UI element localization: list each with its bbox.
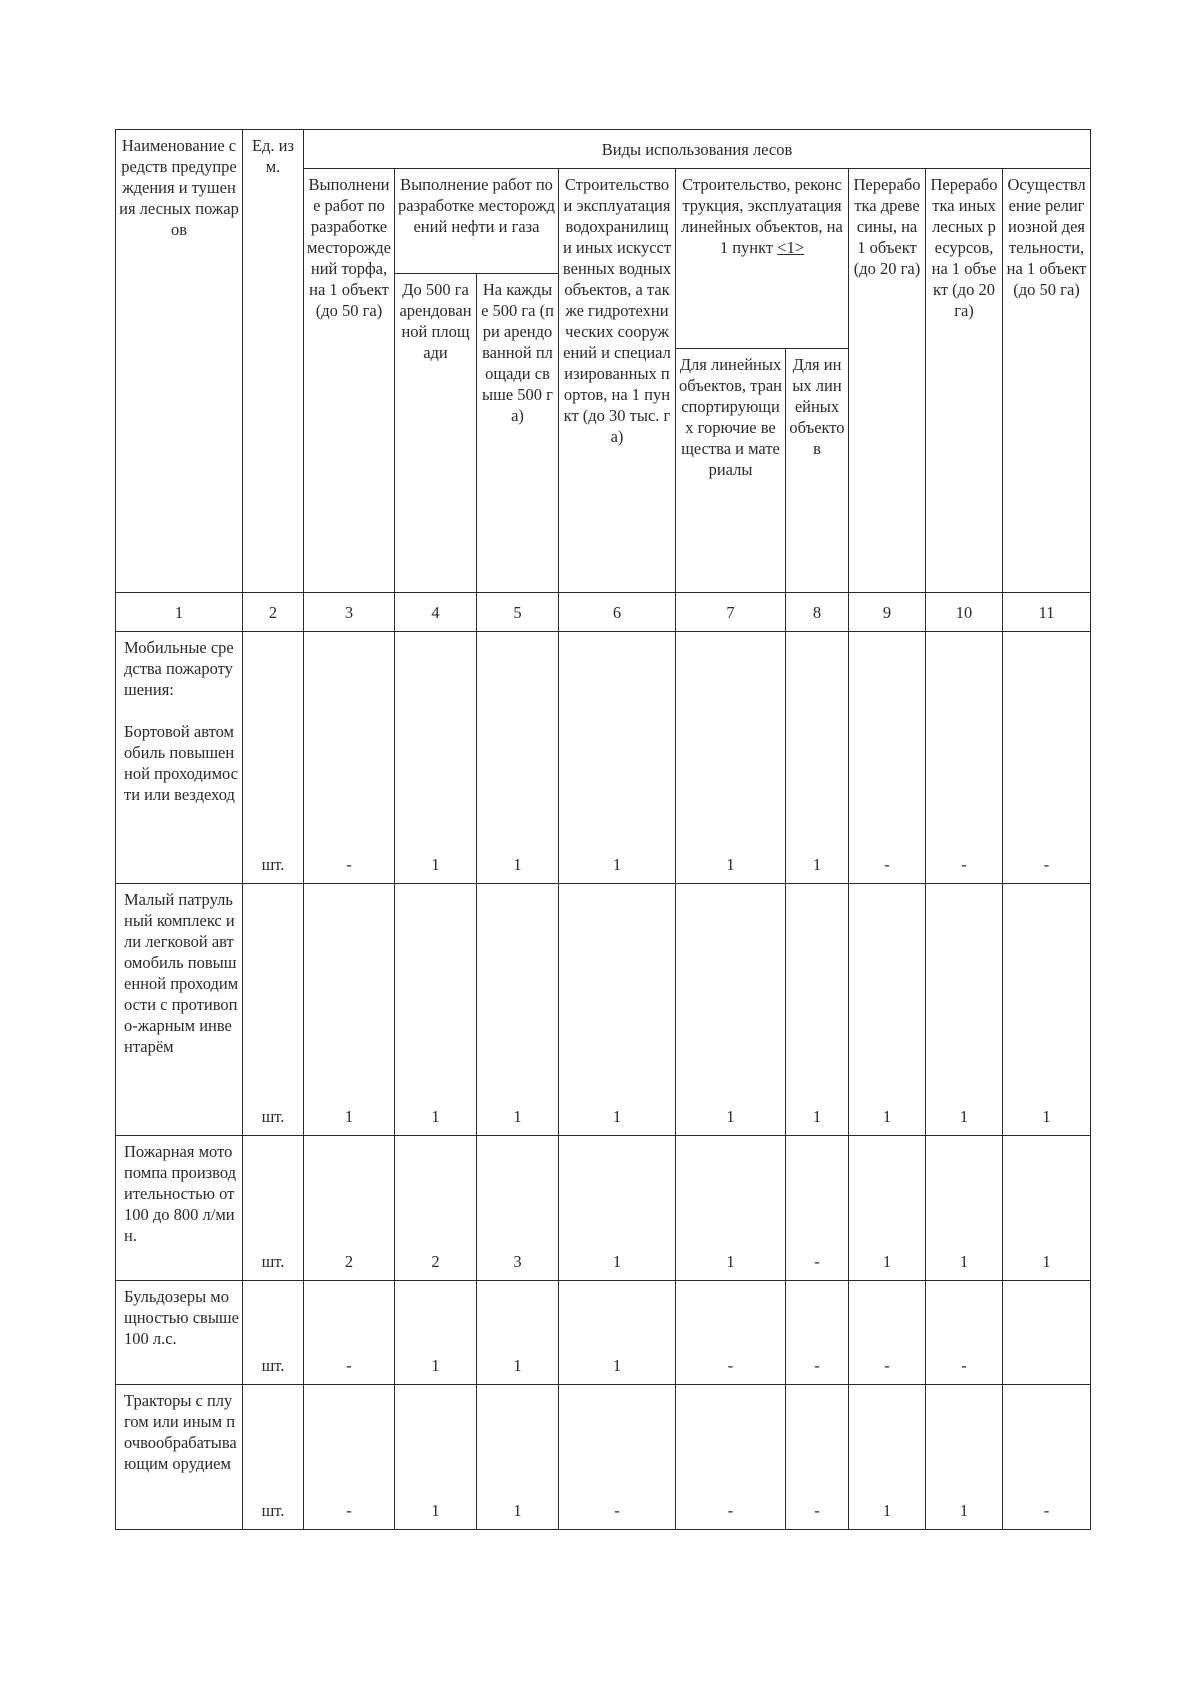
- footnote-link[interactable]: <1>: [777, 238, 805, 257]
- quantity-cell: 1: [926, 884, 1003, 1136]
- quantity-cell: 1: [559, 1136, 676, 1281]
- equipment-name: [116, 1385, 243, 1530]
- quantity-cell: 1: [395, 632, 477, 884]
- equipment-name-text: Малый патрульный комплекс или легковой автомобиль повышенной проходимости с противопо-жарным инвентарём: [124, 890, 239, 1056]
- column-number: 11: [1003, 593, 1091, 632]
- quantity-cell: 1: [477, 884, 559, 1136]
- quantity-cell: -: [304, 1281, 395, 1385]
- quantity-cell: 1: [676, 1136, 786, 1281]
- quantity-cell: 2: [304, 1136, 395, 1281]
- quantity-cell: [1003, 1281, 1091, 1385]
- header-linear-flammable: Для линейных объектов, транспортирующих горючие вещества и материалы: [676, 349, 786, 593]
- quantity-cell: 1: [786, 884, 849, 1136]
- table-row: [116, 1385, 1091, 1530]
- header-oil-gas: Выполнение работ по разработке месторождений нефти и газа: [395, 169, 559, 274]
- header-each-500ha: На каждые 500 га (при арендованной площади свыше 500 га): [477, 274, 559, 593]
- quantity-cell: -: [559, 1385, 676, 1530]
- equipment-name: [116, 1136, 243, 1281]
- quantity-cell: -: [849, 1281, 926, 1385]
- equipment-name-text: Бортовой автомобиль повышенной проходимости или вездеход: [124, 722, 239, 804]
- column-number: 8: [786, 593, 849, 632]
- quantity-cell: -: [849, 632, 926, 884]
- unit-cell: шт.: [243, 632, 304, 884]
- equipment-name-text: Бульдозеры мощностью свыше 100 л.с.: [124, 1287, 239, 1348]
- quantity-cell: 1: [926, 1136, 1003, 1281]
- equipment-name: [116, 1281, 243, 1385]
- column-number: 2: [243, 593, 304, 632]
- header-forest-use-types: Виды использования лесов: [304, 130, 1091, 169]
- quantity-cell: 1: [559, 884, 676, 1136]
- table-row: [116, 1281, 1091, 1385]
- quantity-cell: -: [304, 632, 395, 884]
- quantity-cell: -: [676, 1385, 786, 1530]
- spacer: [124, 700, 239, 721]
- quantity-cell: 1: [1003, 1136, 1091, 1281]
- quantity-cell: 1: [676, 884, 786, 1136]
- quantity-cell: 1: [676, 632, 786, 884]
- quantity-cell: -: [786, 1385, 849, 1530]
- equipment-name-text: Тракторы с плугом или иным почвообрабатывающим орудием: [124, 1391, 237, 1473]
- quantity-cell: -: [1003, 1385, 1091, 1530]
- quantity-cell: 1: [395, 884, 477, 1136]
- table-row: [116, 632, 1091, 884]
- quantity-cell: 1: [926, 1385, 1003, 1530]
- quantity-cell: -: [304, 1385, 395, 1530]
- header-up-to-500ha: До 500 га арендованной площади: [395, 274, 477, 593]
- unit-cell: шт.: [243, 1385, 304, 1530]
- unit-cell: шт.: [243, 1281, 304, 1385]
- equipment-name: [116, 632, 243, 884]
- quantity-cell: 1: [849, 1136, 926, 1281]
- header-other-resources: Переработка иных лесных ресурсов, на 1 объект (до 20 га): [926, 169, 1003, 593]
- header-religious-activity: Осуществление религиозной деятельности, на 1 объект (до 50 га): [1003, 169, 1091, 593]
- equipment-name-text: Пожарная мотопомпа производительностью от 100 до 800 л/мин.: [124, 1142, 237, 1245]
- linear-objects-text: Строительство, реконструкция, эксплуатация линейных объектов, на 1 пункт: [681, 175, 843, 257]
- table-row: [116, 884, 1091, 1136]
- column-number: 7: [676, 593, 786, 632]
- table-row: [116, 1136, 1091, 1281]
- column-number: 3: [304, 593, 395, 632]
- quantity-cell: 2: [395, 1136, 477, 1281]
- quantity-cell: 1: [786, 632, 849, 884]
- header-linear-objects: [676, 169, 849, 349]
- quantity-cell: 1: [559, 632, 676, 884]
- quantity-cell: 1: [477, 1385, 559, 1530]
- quantity-cell: 1: [477, 632, 559, 884]
- column-number: 4: [395, 593, 477, 632]
- quantity-cell: 1: [559, 1281, 676, 1385]
- quantity-cell: 1: [849, 1385, 926, 1530]
- column-number: 5: [477, 593, 559, 632]
- quantity-cell: 3: [477, 1136, 559, 1281]
- quantity-cell: -: [676, 1281, 786, 1385]
- quantity-cell: -: [1003, 632, 1091, 884]
- quantity-cell: 1: [395, 1385, 477, 1530]
- quantity-cell: 1: [1003, 884, 1091, 1136]
- header-wood-processing: Переработка древесины, на 1 объект (до 20 га): [849, 169, 926, 593]
- column-number: 6: [559, 593, 676, 632]
- unit-cell: шт.: [243, 884, 304, 1136]
- unit-cell: шт.: [243, 1136, 304, 1281]
- quantity-cell: -: [786, 1136, 849, 1281]
- quantity-cell: -: [926, 632, 1003, 884]
- column-number: 1: [116, 593, 243, 632]
- column-number: 10: [926, 593, 1003, 632]
- column-numbers-row: [116, 593, 1091, 632]
- quantity-cell: -: [786, 1281, 849, 1385]
- quantity-cell: 1: [395, 1281, 477, 1385]
- quantity-cell: 1: [477, 1281, 559, 1385]
- header-reservoirs: Строительство и эксплуатация водохранилищ и иных искусственных водных объектов, а также гидротехнических сооружений и специализированных портов, на 1 пункт (до 30 тыс. га): [559, 169, 676, 593]
- equipment-category: Мобильные средства пожаротушения:: [124, 638, 234, 699]
- forest-fire-equipment-table: [115, 129, 1091, 1530]
- quantity-cell: -: [926, 1281, 1003, 1385]
- column-number: 9: [849, 593, 926, 632]
- header-linear-other: Для иных линейных объектов: [786, 349, 849, 593]
- equipment-name: [116, 884, 243, 1136]
- header-unit: Ед. изм.: [243, 130, 304, 593]
- header-equipment-name: Наименование средств предупреждения и тушения лесных пожаров: [116, 130, 243, 593]
- quantity-cell: 1: [304, 884, 395, 1136]
- quantity-cell: 1: [849, 884, 926, 1136]
- header-peat-mining: Выполнение работ по разработке месторождений торфа, на 1 объект (до 50 га): [304, 169, 395, 593]
